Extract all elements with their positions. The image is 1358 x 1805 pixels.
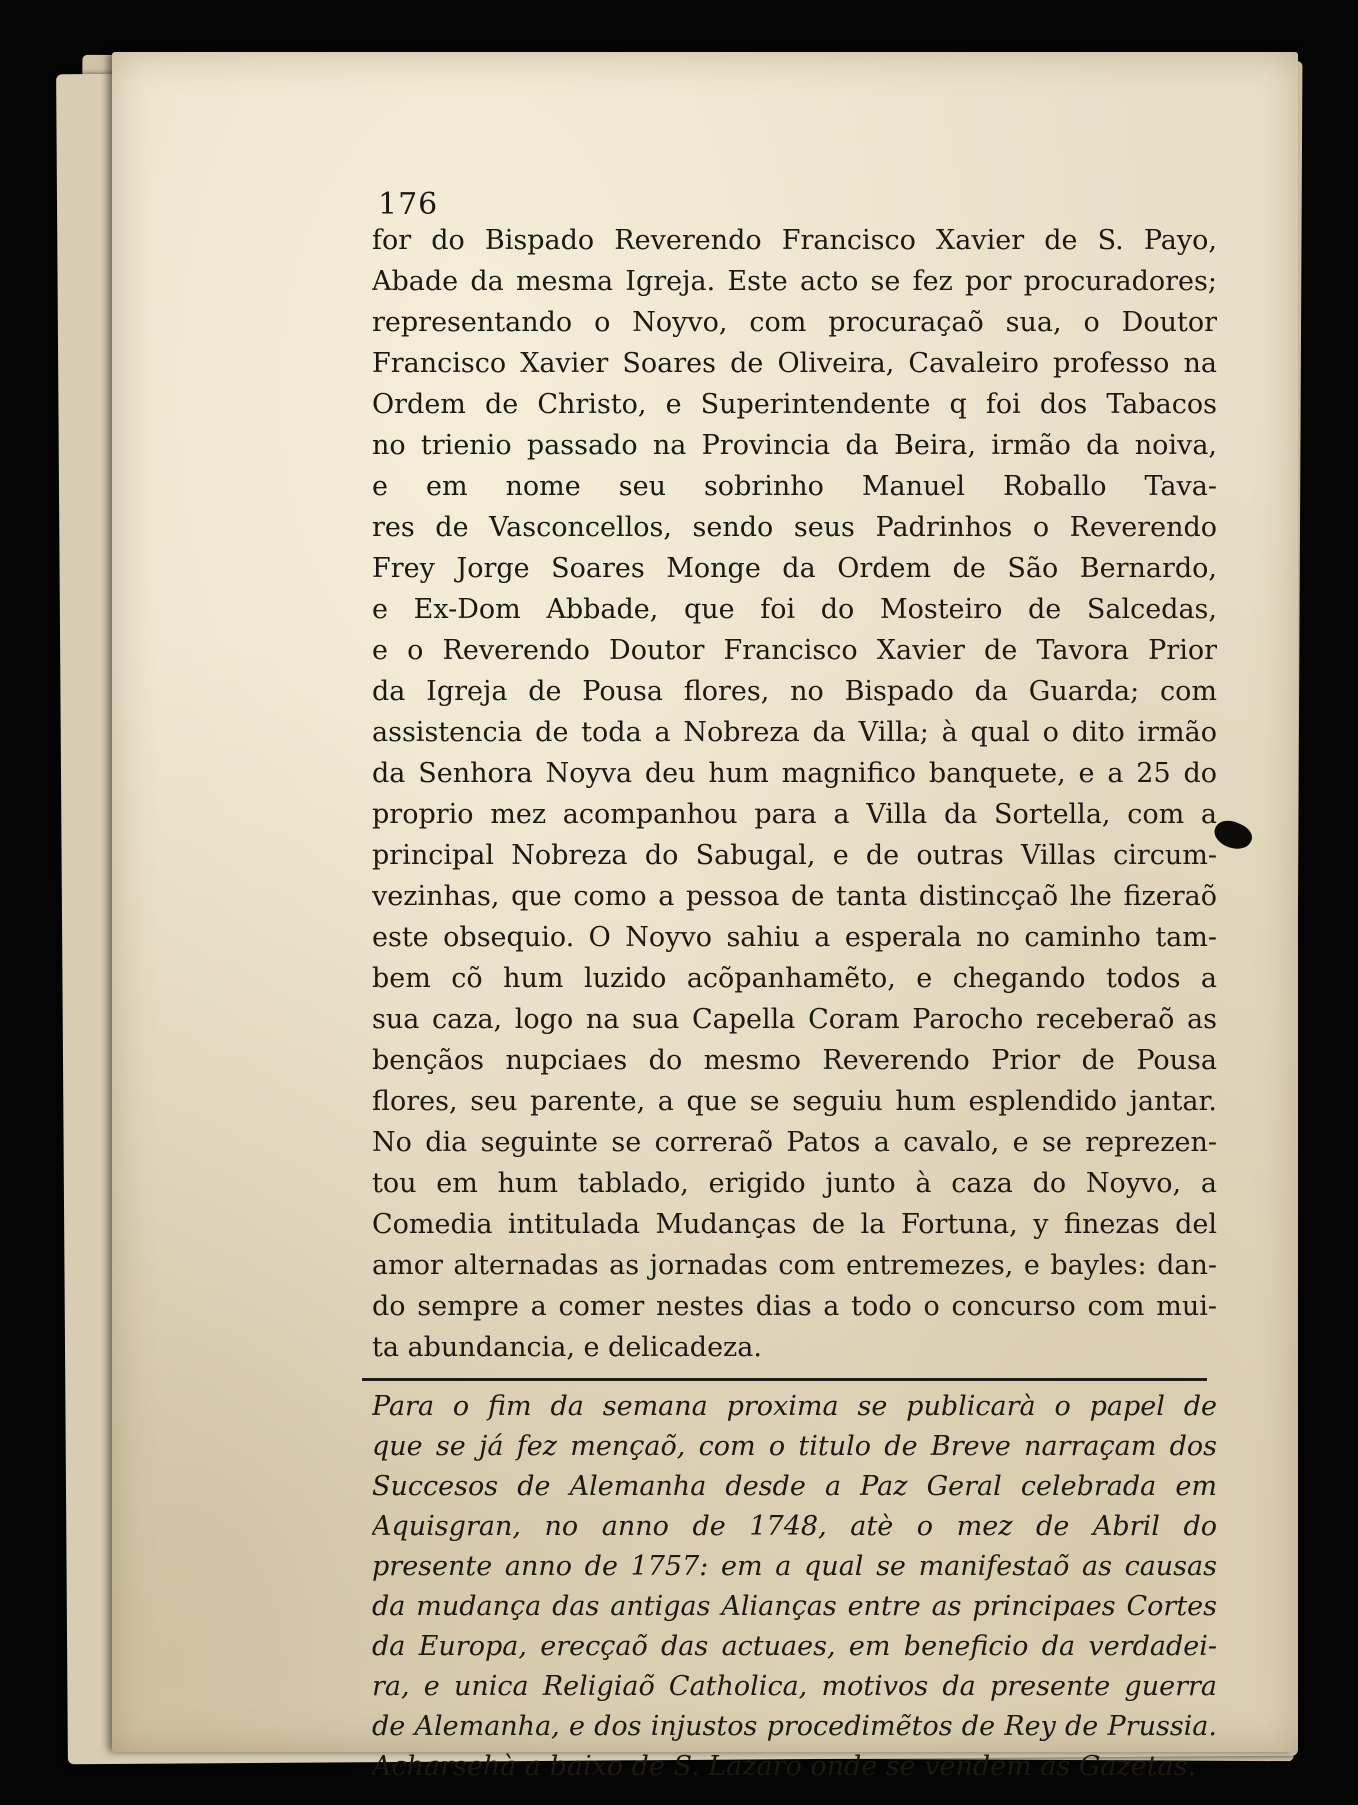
article-line: No dia seguinte se correraõ Patos a cavalo, e se reprezen-	[372, 1127, 1217, 1158]
article-line: e o Reverendo Doutor Francisco Xavier de Tavora Prior	[372, 635, 1217, 666]
article-line: Ordem de Christo, e Superintendente q foi dos Tabacos	[372, 389, 1217, 420]
article-line: no trienio passado na Provincia da Beira, irmão da noiva,	[372, 430, 1217, 461]
article-line: da Igreja de Pousa flores, no Bispado da Guarda; com	[372, 676, 1217, 707]
notice-line: Para o fim da semana proxima se publicarà o papel de	[372, 1391, 1217, 1422]
article-line: representando o Noyvo, com procuraçaõ sua, o Doutor	[372, 307, 1217, 338]
notice-line: ra, e unica Religiaõ Catholica, motivos da presente guerra	[372, 1671, 1217, 1702]
article-line: principal Nobreza do Sabugal, e de outras Villas circum-	[372, 840, 1217, 871]
article-line: este obsequio. O Noyvo sahiu a esperala no caminho tam-	[372, 922, 1217, 953]
article-line: res de Vasconcellos, sendo seus Padrinhos o Reverendo	[372, 512, 1217, 543]
article-line: Frey Jorge Soares Monge da Ordem de São Bernardo,	[372, 553, 1217, 584]
gazette-text-block	[372, 187, 1217, 1787]
article-line: ta abundancia, e delicadeza.	[372, 1332, 762, 1363]
article-line: tou em hum tablado, erigido junto à caza do Noyvo, a	[372, 1168, 1217, 1199]
notice-line: Aquisgran, no anno de 1748, atè o mez de Abril do	[372, 1511, 1217, 1542]
article-line: Comedia intitulada Mudanças de la Fortuna, y finezas del	[372, 1209, 1217, 1240]
article-line: vezinhas, que como a pessoa de tanta distincçaõ lhe fizeraõ	[372, 881, 1217, 912]
article-line: e Ex-Dom Abbade, que foi do Mosteiro de Salcedas,	[372, 594, 1217, 625]
article-line: proprio mez acompanhou para a Villa da Sortella, com a	[372, 799, 1217, 830]
article-line: bençãos nupciaes do mesmo Reverendo Prior de Pousa	[372, 1045, 1217, 1076]
notice-line: Succesos de Alemanha desde a Paz Geral celebrada em	[372, 1471, 1217, 1502]
article-line: da Senhora Noyva deu hum magnifico banquete, e a 25 do	[372, 758, 1217, 789]
article-line: Francisco Xavier Soares de Oliveira, Cavaleiro professo na	[372, 348, 1217, 379]
article-line: do sempre a comer nestes dias a todo o concurso com mui-	[372, 1291, 1217, 1322]
article-line: flores, seu parente, a que se seguiu hum esplendido jantar.	[372, 1086, 1217, 1117]
notice-line: de Alemanha, e dos injustos procedimẽtos de Rey de Prussia.	[372, 1711, 1217, 1742]
notice-line: presente anno de 1757: em a qual se manifestaõ as causas	[372, 1551, 1217, 1582]
news-article	[372, 220, 1217, 1368]
article-line: bem cõ hum luzido acõpanhamẽto, e chegando todos a	[372, 963, 1217, 994]
article-line: e em nome seu sobrinho Manuel Roballo Tava-	[372, 471, 1217, 502]
page-number: 176	[378, 187, 439, 222]
notice-line: da Europa, erecçaõ das actuaes, em beneficio da verdadei-	[372, 1631, 1217, 1662]
article-line: amor alternadas as jornadas com entremezes, e bayles: dan-	[372, 1250, 1217, 1281]
publication-notice	[372, 1387, 1217, 1787]
section-divider	[362, 1378, 1207, 1381]
notice-line: da mudança das antigas Alianças entre as principaes Cortes	[372, 1591, 1217, 1622]
article-line: assistencia de toda a Nobreza da Villa; à qual o dito irmão	[372, 717, 1217, 748]
article-line: Abade da mesma Igreja. Este acto se fez por procuradores;	[372, 266, 1217, 297]
notice-line: Acharsehà a baixo de S. Lazaro onde se vendem as Gazetas.	[372, 1751, 1197, 1782]
ink-stain	[1210, 815, 1255, 855]
article-line: sua caza, logo na sua Capella Coram Parocho receberaõ as	[372, 1004, 1217, 1035]
article-line: for do Bispado Reverendo Francisco Xavier de S. Payo,	[372, 225, 1217, 256]
notice-line: que se já fez mençaõ, com o titulo de Breve narraçam dos	[372, 1431, 1217, 1462]
